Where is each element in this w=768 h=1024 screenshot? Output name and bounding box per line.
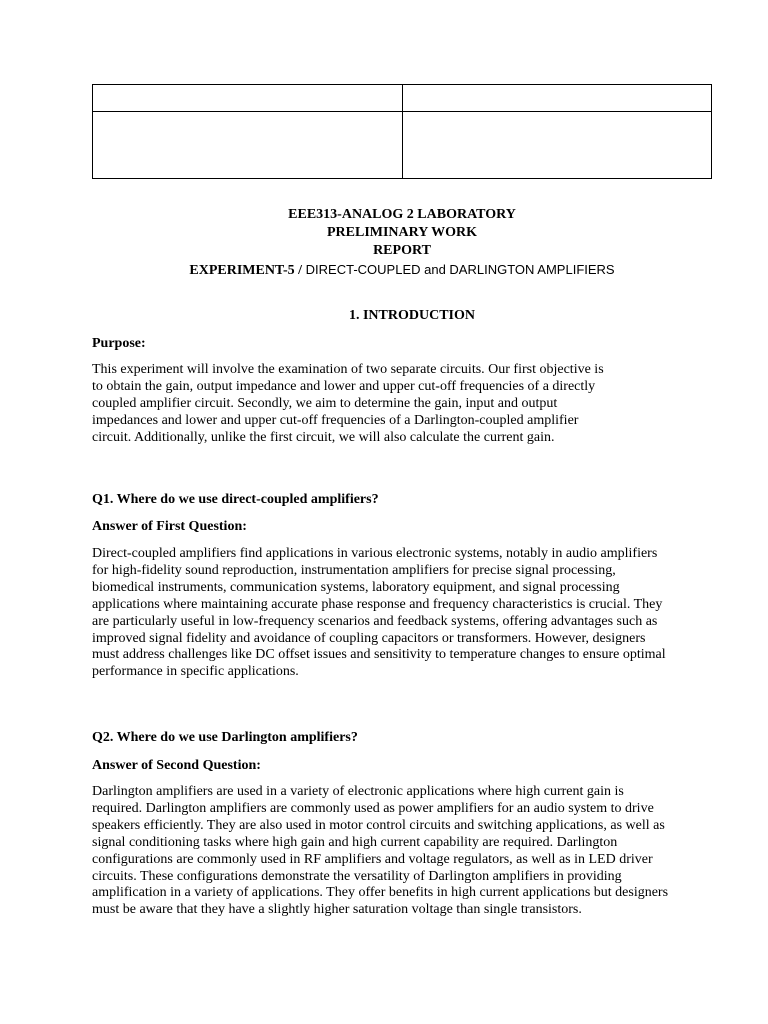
table-row xyxy=(93,112,712,179)
question-2: Q2. Where do we use Darlington amplifiers? xyxy=(92,730,358,745)
answer-2-label: Answer of Second Question: xyxy=(92,758,261,773)
table-cell xyxy=(93,112,403,179)
table-row xyxy=(93,85,712,112)
table-cell xyxy=(93,85,403,112)
experiment-number: EXPERIMENT-5 / xyxy=(189,263,303,278)
answer-2-paragraph: Darlington amplifiers are used in a variety of electronic applications where high current gain is required. Darlington amplifiers are commonly used as power amplifiers for an audio system to drive speakers efficiently. They are also used in motor control circuits and switching applications, as well as signal conditioning tasks where high gain and high current capability are required. Darlington configurations are commonly used in RF amplifiers and voltage regulators, as well as in LED driver circuits. These configurations demonstrate the versatility of Darlington amplifiers in providing amplification in a variety of applications. They offer benefits in high current applications but designers must be aware that they have a slightly higher saturation voltage than single transistors. xyxy=(92,784,669,918)
table-cell xyxy=(402,112,712,179)
purpose-label: Purpose: xyxy=(92,336,146,351)
course-title: EEE313-ANALOG 2 LABORATORY xyxy=(288,207,516,222)
work-title: PRELIMINARY WORK xyxy=(326,225,477,240)
table-cell xyxy=(402,85,712,112)
answer-1-paragraph: Direct-coupled amplifiers find applications in various electronic systems, notably in audio amplifiers for high-fidelity sound reproduction, instrumentation amplifiers for precise signal processing, biomedical instruments, communication systems, laboratory equipment, and signal processing applications where maintaining accurate phase response and frequency characteristics is crucial. They are particularly useful in low-frequency scenarios and feedback systems, offering advantages such as improved signal fidelity and avoidance of coupling capacitors or transformers. However, designers must address challenges like DC offset issues and sensitivity to temperature changes to ensure optimal performance in specific applications. xyxy=(92,546,666,680)
header-info-table xyxy=(92,84,712,179)
purpose-paragraph: This experiment will involve the examination of two separate circuits. Our first objective is to obtain the gain, output impedance and lower and upper cut-off frequencies of a directly coupled amplifier circuit. Secondly, we aim to determine the gain, input and output impedances and lower and upper cut-off frequencies of a Darlington-coupled amplifier circuit. Additionally, unlike the first circuit, we will also calculate the current gain. xyxy=(92,362,604,445)
report-label: REPORT xyxy=(373,243,431,258)
experiment-name: DIRECT-COUPLED and DARLINGTON AMPLIFIERS xyxy=(302,262,615,277)
report-title xyxy=(92,206,712,260)
answer-1-label: Answer of First Question: xyxy=(92,519,247,534)
experiment-title xyxy=(92,261,712,280)
question-1: Q1. Where do we use direct-coupled amplifiers? xyxy=(92,492,379,507)
introduction-heading: 1. INTRODUCTION xyxy=(348,308,475,323)
